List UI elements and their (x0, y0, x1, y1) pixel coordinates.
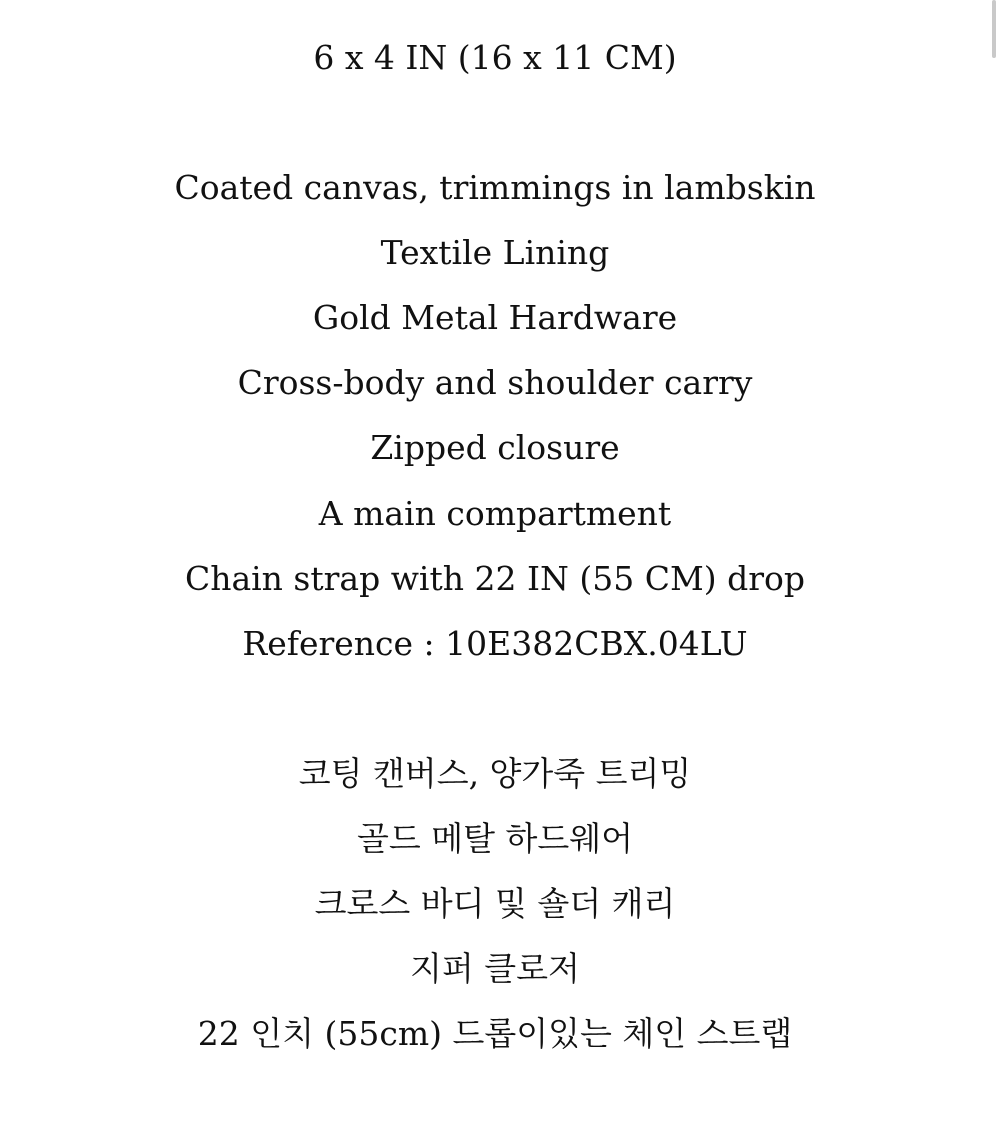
detail-line-ko: 크로스 바디 및 숄더 캐리 (314, 884, 676, 923)
detail-line-ko: 골드 메탈 하드웨어 (356, 819, 633, 858)
detail-line-en: A main compartment (318, 494, 672, 533)
vertical-scrollbar[interactable] (992, 0, 996, 58)
detail-line-en: Chain strap with 22 IN (55 CM) drop (184, 559, 806, 598)
reference-line: Reference : 10E382CBX.04LU (242, 624, 748, 663)
product-size: 6 x 4 IN (16 x 11 CM) (313, 38, 677, 77)
detail-line-ko: 코팅 캔버스, 양가죽 트리밍 (298, 754, 692, 793)
detail-line-en: Cross-body and shoulder carry (237, 363, 753, 402)
detail-line-en: Coated canvas, trimmings in lambskin (174, 168, 816, 207)
detail-line-en: Gold Metal Hardware (312, 298, 678, 337)
detail-line-en: Zipped closure (370, 428, 620, 467)
detail-line-ko: 22 인치 (55cm) 드롭이있는 체인 스트랩 (197, 1014, 793, 1053)
detail-line-ko: 지퍼 클로저 (410, 949, 580, 988)
detail-line-en: Textile Lining (380, 233, 610, 272)
